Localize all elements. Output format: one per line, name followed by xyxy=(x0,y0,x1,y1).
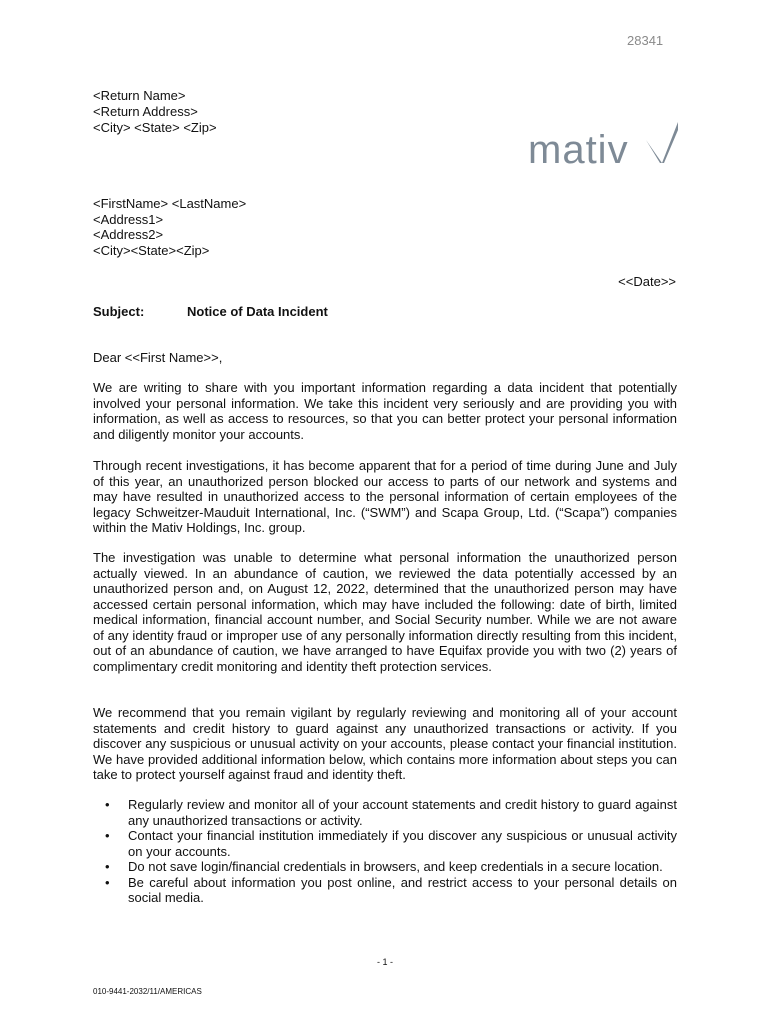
recipient-name: <FirstName> <LastName> xyxy=(93,196,247,211)
return-address-block xyxy=(93,88,217,136)
list-item-text: Be careful about information you post online, and restrict access to your personal details on social media. xyxy=(128,874,677,905)
recipient-address-block xyxy=(93,196,246,258)
salutation: Dear <<First Name>>, xyxy=(93,350,223,365)
mativ-logo xyxy=(528,116,680,168)
footer-document-code: 010-9441-2032/11/AMERICAS xyxy=(93,987,202,996)
letter-date: <<Date>> xyxy=(618,274,676,289)
return-name: <Return Name> xyxy=(93,88,186,103)
recipient-address2: <Address2> xyxy=(93,227,164,242)
return-city-state-zip: <City> <State> <Zip> xyxy=(93,120,217,135)
list-item xyxy=(93,859,677,875)
bullet-icon: • xyxy=(105,874,110,890)
bullet-icon: • xyxy=(105,828,110,843)
list-item-text: Regularly review and monitor all of your account statements and credit history to guard against any unauthorized transactions or activity. xyxy=(128,797,677,828)
paragraph-intro: We are writing to share with you important information regarding a data incident that potentially involved your personal information. We take this incident very seriously and are providing you with information, as well as access to resources, so that you can better protect your personal information and diligently monitor your accounts. xyxy=(93,380,677,442)
page-number: - 1 - xyxy=(376,957,393,967)
list-item xyxy=(93,797,677,828)
recommendation-list xyxy=(93,797,677,906)
list-item-text: Contact your financial institution immediately if you discover any suspicious or unusual activity on your accounts. xyxy=(128,828,677,859)
bullet-icon: • xyxy=(105,859,110,874)
document-number: 28341 xyxy=(627,33,664,48)
subject-label: Subject: xyxy=(93,304,145,319)
recipient-address1: <Address1> xyxy=(93,211,164,227)
subject-text: Notice of Data Incident xyxy=(187,304,328,319)
list-item xyxy=(93,828,677,859)
paragraph-recommendation: We recommend that you remain vigilant by regularly reviewing and monitoring all of your account statements and credit history to guard against any unauthorized transactions or activity. If you discover any suspicious or unusual activity on your accounts, please contact your financial institution. We have provided additional information below, which contains more information about steps you can take to protect yourself against fraud and identity theft. xyxy=(93,705,677,782)
list-item xyxy=(93,875,677,906)
bullet-icon: • xyxy=(105,797,110,812)
mativ-logo-text: mativ xyxy=(528,128,629,168)
recipient-city-state-zip: <City><State><Zip> xyxy=(93,242,210,258)
paragraph-findings: The investigation was unable to determine what personal information the unauthorized person actually viewed. In an abundance of caution, we reviewed the data potentially accessed by an unauthorized person and, on August 12, 2022, determined that the unauthorized person may have accessed certain personal information, which may have included the following: date of birth, limited medical information, financial account number, and Social Security number. While we are not aware of any identity fraud or improper use of any personally information directly resulting from this incident, out of an abundance of caution, we have arranged to have Equifax provide you with two (2) years of complimentary credit monitoring and identity theft protection services. xyxy=(93,550,677,674)
subject-line xyxy=(93,304,328,319)
paragraph-investigation: Through recent investigations, it has become apparent that for a period of time during June and July of this year, an unauthorized person blocked our access to parts of our network and systems and may have resulted in unauthorized access to the personal information of certain employees of the legacy Schweitzer-Mauduit International, Inc. (“SWM”) and Scapa Group, Ltd. (“Scapa”) companies within the Mativ Holdings, Inc. group. xyxy=(93,458,677,535)
list-item-text: Do not save login/financial credentials in browsers, and keep credentials in a secure location. xyxy=(128,859,663,874)
logo-v-accent-shape xyxy=(646,122,678,163)
return-address: <Return Address> xyxy=(93,104,198,119)
